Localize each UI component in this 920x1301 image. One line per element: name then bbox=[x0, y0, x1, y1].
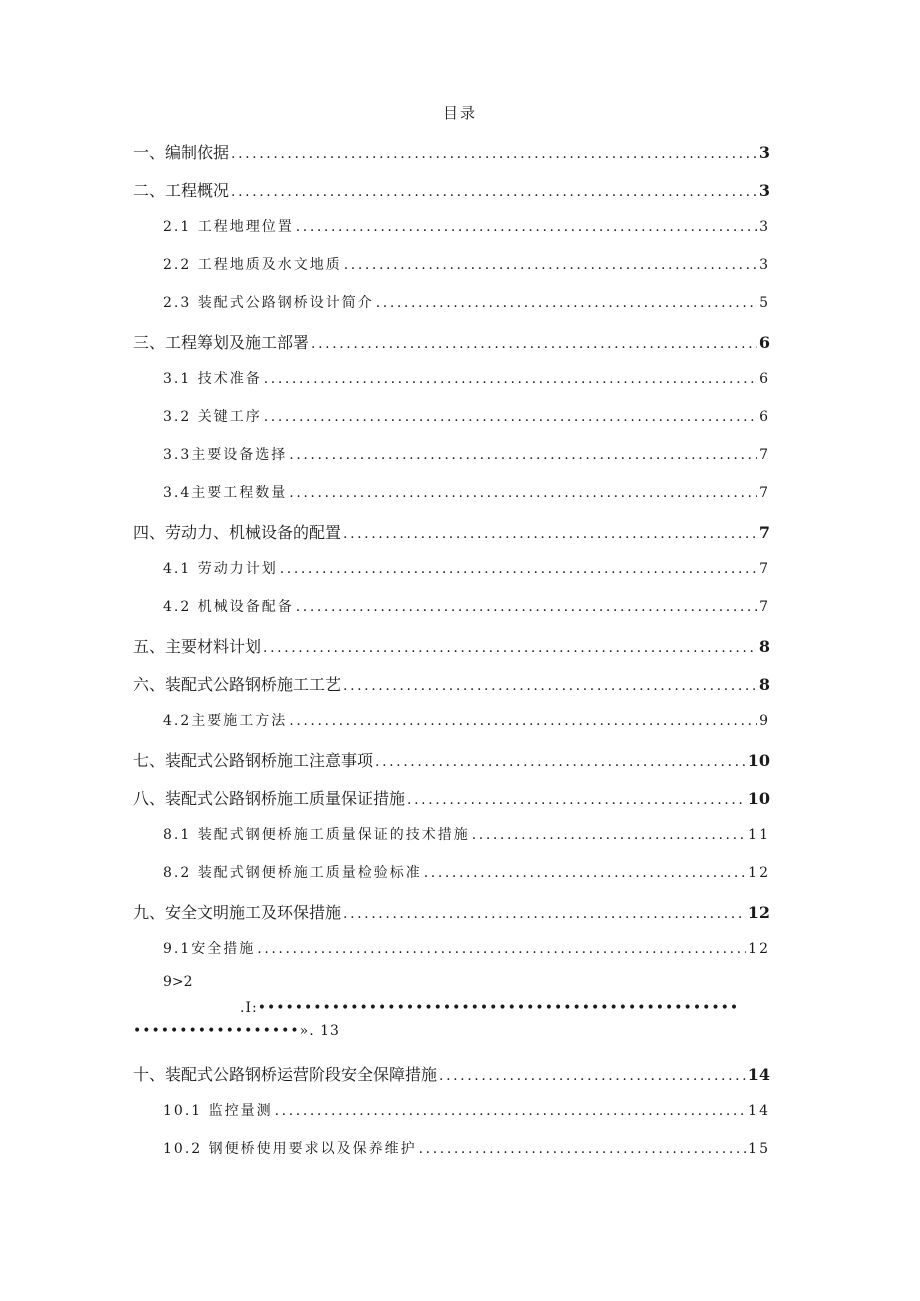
toc-title: 目录 bbox=[442, 104, 477, 122]
garbled-entry-page: ••••••••••••••••••». 13 bbox=[133, 1023, 340, 1039]
toc-entry[interactable] bbox=[163, 1100, 770, 1124]
toc-page-number: 14 bbox=[747, 1065, 770, 1084]
toc-dot-leader bbox=[289, 485, 757, 501]
toc-entry-text: 4.2主要施工方法 bbox=[163, 713, 288, 729]
toc-entry[interactable] bbox=[133, 140, 770, 164]
toc-entry-text: 10.2 钢便桥使用要求以及保养维护 bbox=[163, 1141, 417, 1157]
toc-entry-text: 3.2 关键工序 bbox=[163, 409, 262, 425]
toc-entry[interactable] bbox=[163, 216, 770, 240]
toc-dot-leader bbox=[263, 640, 757, 656]
toc-page-number: 6 bbox=[759, 409, 770, 425]
toc-page-number: 7 bbox=[759, 447, 770, 463]
toc-entry-text: 2.1 工程地理位置 bbox=[163, 219, 294, 235]
toc-entry-text: 二、工程概况 bbox=[133, 181, 230, 200]
toc-page-number: 3 bbox=[759, 257, 770, 273]
toc-entry[interactable] bbox=[163, 710, 770, 734]
toc-entry[interactable] bbox=[163, 1138, 770, 1162]
toc-entry-text: 七、装配式公路钢桥施工注意事项 bbox=[133, 751, 374, 770]
toc-entry[interactable] bbox=[163, 254, 770, 278]
toc-page-number: 7 bbox=[758, 523, 770, 542]
toc-page-number: 3 bbox=[758, 181, 770, 200]
toc-entry-text: 9.1安全措施 bbox=[163, 941, 256, 957]
toc-entry[interactable] bbox=[163, 558, 770, 582]
toc-dot-leader bbox=[375, 754, 746, 770]
toc-entry[interactable] bbox=[163, 444, 770, 468]
garbled-entry-dots: .Ι:•••••••••••••••••••••••••••••••••••••••••••••••••••• bbox=[240, 1000, 740, 1016]
toc-dot-leader bbox=[289, 447, 757, 463]
toc-entry[interactable] bbox=[163, 824, 770, 848]
toc-entry-text: 六、装配式公路钢桥施工工艺 bbox=[133, 675, 342, 694]
toc-page-number: 6 bbox=[759, 371, 770, 387]
toc-entry[interactable] bbox=[163, 596, 770, 620]
toc-dot-leader bbox=[289, 713, 757, 729]
toc-page-number: 9 bbox=[759, 713, 770, 729]
toc-dot-leader bbox=[296, 219, 757, 235]
toc-dot-leader bbox=[296, 599, 757, 615]
toc-page-number: 7 bbox=[759, 599, 770, 615]
toc-entry-text: 2.2 工程地质及水文地质 bbox=[163, 257, 342, 273]
toc-entry-text: 一、编制依据 bbox=[133, 143, 230, 162]
toc-dot-leader bbox=[376, 295, 757, 311]
toc-entry-text: 十、装配式公路钢桥运营阶段安全保障措施 bbox=[133, 1065, 438, 1084]
toc-page-number: 10 bbox=[747, 751, 770, 770]
toc-page-number: 3 bbox=[759, 219, 770, 235]
toc-entry-text: 8.2 装配式钢便桥施工质量检验标准 bbox=[163, 865, 422, 881]
toc-page-number: 10 bbox=[747, 789, 770, 808]
toc-dot-leader bbox=[424, 865, 746, 881]
toc-page-number: 6 bbox=[758, 333, 770, 352]
toc-page-number: 7 bbox=[759, 561, 770, 577]
toc-entry[interactable] bbox=[163, 482, 770, 506]
toc-entry-text: 三、工程筹划及施工部署 bbox=[133, 333, 310, 352]
garbled-entry-number: 9>2 bbox=[163, 974, 193, 990]
toc-entry[interactable] bbox=[133, 520, 770, 544]
toc-entry[interactable] bbox=[163, 862, 770, 886]
toc-entry[interactable] bbox=[163, 938, 770, 962]
toc-dot-leader bbox=[344, 257, 757, 273]
toc-entry[interactable] bbox=[133, 786, 770, 810]
toc-page-number: 7 bbox=[759, 485, 770, 501]
toc-page-number: 5 bbox=[759, 295, 770, 311]
toc-dot-leader bbox=[264, 409, 757, 425]
toc-entry-text: 九、安全文明施工及环保措施 bbox=[133, 903, 342, 922]
toc-entry-text: 2.3 装配式公路钢桥设计简介 bbox=[163, 295, 374, 311]
toc-page-number: 14 bbox=[748, 1103, 770, 1119]
toc-entry-text: 8.1 装配式钢便桥施工质量保证的技术措施 bbox=[163, 827, 470, 843]
toc-entry-text: 3.4主要工程数量 bbox=[163, 485, 288, 501]
toc-entry-text: 3.1 技术准备 bbox=[163, 371, 262, 387]
toc-dot-leader bbox=[257, 941, 746, 957]
toc-dot-leader bbox=[343, 526, 757, 542]
toc-dot-leader bbox=[264, 371, 757, 387]
toc-page-number: 8 bbox=[758, 637, 770, 656]
toc-dot-leader bbox=[407, 792, 746, 808]
toc-dot-leader bbox=[280, 561, 757, 577]
toc-dot-leader bbox=[472, 827, 746, 843]
toc-entry[interactable] bbox=[133, 178, 770, 202]
toc-entry-text: 四、劳动力、机械设备的配置 bbox=[133, 523, 342, 542]
toc-dot-leader bbox=[231, 184, 757, 200]
toc-page-number: 3 bbox=[758, 143, 770, 162]
toc-dot-leader bbox=[231, 146, 757, 162]
toc-page-number: 12 bbox=[748, 941, 770, 957]
toc-entry[interactable] bbox=[133, 330, 770, 354]
toc-entry[interactable] bbox=[133, 634, 770, 658]
toc-entry-text: 五、主要材料计划 bbox=[133, 637, 262, 656]
toc-page-number: 8 bbox=[758, 675, 770, 694]
toc-entry[interactable] bbox=[133, 1062, 770, 1086]
toc-entry-text: 4.2 机械设备配备 bbox=[163, 599, 294, 615]
toc-entry-text: 4.1 劳动力计划 bbox=[163, 561, 278, 577]
toc-entry[interactable] bbox=[133, 672, 770, 696]
toc-entry[interactable] bbox=[163, 292, 770, 316]
toc-page-number: 12 bbox=[747, 903, 770, 922]
toc-dot-leader bbox=[275, 1103, 747, 1119]
toc-entry-text: 10.1 监控量测 bbox=[163, 1103, 273, 1119]
toc-page-number: 12 bbox=[748, 865, 770, 881]
toc-entry-text: 3.3主要设备选择 bbox=[163, 447, 288, 463]
toc-entry[interactable] bbox=[133, 748, 770, 772]
toc-dot-leader bbox=[343, 906, 746, 922]
toc-dot-leader bbox=[311, 336, 757, 352]
toc-entry[interactable] bbox=[163, 368, 770, 392]
toc-dot-leader bbox=[439, 1068, 746, 1084]
toc-page-number: 15 bbox=[748, 1141, 770, 1157]
toc-entry[interactable] bbox=[163, 406, 770, 430]
toc-entry[interactable] bbox=[133, 900, 770, 924]
toc-page-number: 11 bbox=[748, 827, 770, 843]
toc-dot-leader bbox=[343, 678, 757, 694]
toc-dot-leader bbox=[419, 1141, 747, 1157]
toc-entry-text: 八、装配式公路钢桥施工质量保证措施 bbox=[133, 789, 406, 808]
